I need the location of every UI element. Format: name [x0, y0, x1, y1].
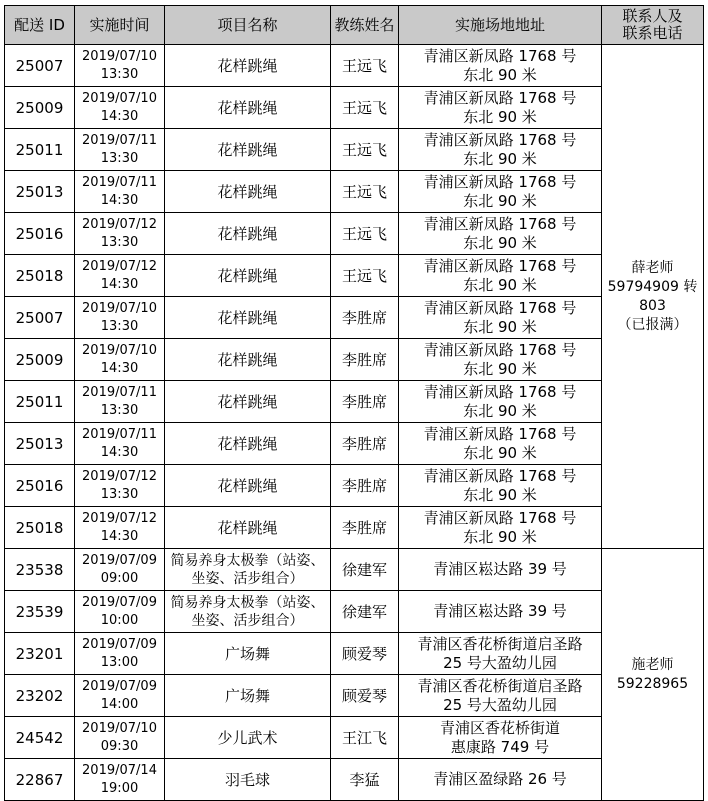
cell-id: 25011 [5, 129, 75, 171]
time-date: 2019/07/11 [82, 426, 157, 442]
cell-time [75, 423, 165, 465]
cell-id: 25007 [5, 297, 75, 339]
time-date: 2019/07/11 [82, 132, 157, 148]
cell-address: 青浦区新凤路 1768 号 东北 90 米 [399, 465, 602, 507]
cell-time [75, 213, 165, 255]
cell-project: 花样跳绳 [165, 213, 331, 255]
cell-id: 25013 [5, 171, 75, 213]
cell-time [75, 507, 165, 549]
header-coach: 教练姓名 [331, 6, 399, 45]
cell-address: 青浦区新凤路 1768 号 东北 90 米 [399, 171, 602, 213]
cell-coach: 徐建军 [331, 591, 399, 633]
table-row [5, 591, 704, 633]
cell-project: 花样跳绳 [165, 129, 331, 171]
table-row [5, 717, 704, 759]
cell-id: 25018 [5, 255, 75, 297]
cell-address: 青浦区新凤路 1768 号 东北 90 米 [399, 297, 602, 339]
cell-id: 25007 [5, 45, 75, 87]
time-clock: 13:30 [100, 402, 139, 418]
cell-address: 青浦区新凤路 1768 号 东北 90 米 [399, 45, 602, 87]
cell-coach: 李猛 [331, 759, 399, 801]
cell-id: 25018 [5, 507, 75, 549]
time-clock: 14:30 [100, 108, 139, 124]
time-date: 2019/07/09 [82, 636, 157, 652]
table-row [5, 171, 704, 213]
cell-time [75, 45, 165, 87]
time-date: 2019/07/09 [82, 552, 157, 568]
time-date: 2019/07/11 [82, 174, 157, 190]
cell-project: 广场舞 [165, 675, 331, 717]
cell-time [75, 675, 165, 717]
cell-time [75, 465, 165, 507]
time-date: 2019/07/12 [82, 468, 157, 484]
cell-time [75, 129, 165, 171]
schedule-table [4, 5, 704, 801]
cell-time [75, 381, 165, 423]
cell-coach: 徐建军 [331, 549, 399, 591]
cell-project: 少儿武术 [165, 717, 331, 759]
table-row [5, 507, 704, 549]
cell-time [75, 633, 165, 675]
cell-id: 25016 [5, 465, 75, 507]
cell-contact: 施老师 59228965 [602, 549, 704, 801]
time-date: 2019/07/10 [82, 90, 157, 106]
table-row [5, 45, 704, 87]
time-date: 2019/07/12 [82, 510, 157, 526]
cell-id: 23538 [5, 549, 75, 591]
time-date: 2019/07/10 [82, 342, 157, 358]
time-clock: 10:00 [100, 612, 139, 628]
cell-project: 简易养身太极拳（站姿、 坐姿、活步组合） [165, 591, 331, 633]
cut-off-text-bottom [0, 794, 708, 798]
cell-coach: 李胜席 [331, 339, 399, 381]
cell-coach: 王远飞 [331, 45, 399, 87]
time-clock: 14:30 [100, 192, 139, 208]
cell-id: 25013 [5, 423, 75, 465]
cell-id: 23201 [5, 633, 75, 675]
cell-id: 25016 [5, 213, 75, 255]
cell-coach: 李胜席 [331, 297, 399, 339]
cell-project: 花样跳绳 [165, 339, 331, 381]
cell-time [75, 549, 165, 591]
cell-address: 青浦区新凤路 1768 号 东北 90 米 [399, 255, 602, 297]
time-date: 2019/07/12 [82, 216, 157, 232]
time-clock: 13:30 [100, 318, 139, 334]
cell-project: 广场舞 [165, 633, 331, 675]
time-clock: 13:30 [100, 486, 139, 502]
cell-time [75, 339, 165, 381]
cell-address: 青浦区新凤路 1768 号 东北 90 米 [399, 381, 602, 423]
cell-coach: 李胜席 [331, 381, 399, 423]
cell-time [75, 717, 165, 759]
cell-coach: 李胜席 [331, 507, 399, 549]
time-clock: 09:00 [100, 570, 139, 586]
time-date: 2019/07/14 [82, 762, 157, 778]
cell-time [75, 171, 165, 213]
table-row [5, 675, 704, 717]
cell-address: 青浦区香花桥街道 惠康路 749 号 [399, 717, 602, 759]
cell-address: 青浦区崧达路 39 号 [399, 549, 602, 591]
cell-address: 青浦区新凤路 1768 号 东北 90 米 [399, 129, 602, 171]
cell-coach: 李胜席 [331, 423, 399, 465]
time-date: 2019/07/12 [82, 258, 157, 274]
cell-coach: 王远飞 [331, 171, 399, 213]
time-clock: 19:00 [100, 780, 139, 796]
cell-time [75, 297, 165, 339]
table-row [5, 633, 704, 675]
cell-address: 青浦区香花桥街道启圣路 25 号大盈幼儿园 [399, 675, 602, 717]
table-row [5, 87, 704, 129]
time-date: 2019/07/10 [82, 300, 157, 316]
table-row [5, 465, 704, 507]
time-clock: 14:30 [100, 528, 139, 544]
cell-coach: 顾爱琴 [331, 633, 399, 675]
cell-coach: 李胜席 [331, 465, 399, 507]
time-clock: 09:30 [100, 738, 139, 754]
header-address: 实施场地地址 [399, 6, 602, 45]
cell-project: 花样跳绳 [165, 297, 331, 339]
cell-time [75, 255, 165, 297]
header-id: 配送 ID [5, 6, 75, 45]
cell-id: 25011 [5, 381, 75, 423]
cell-project: 花样跳绳 [165, 171, 331, 213]
cell-address: 青浦区香花桥街道启圣路 25 号大盈幼儿园 [399, 633, 602, 675]
cell-address: 青浦区新凤路 1768 号 东北 90 米 [399, 507, 602, 549]
cell-project: 简易养身太极拳（站姿、 坐姿、活步组合） [165, 549, 331, 591]
time-clock: 13:30 [100, 150, 139, 166]
table-row [5, 339, 704, 381]
cell-address: 青浦区新凤路 1768 号 东北 90 米 [399, 423, 602, 465]
cell-id: 22867 [5, 759, 75, 801]
cell-address: 青浦区崧达路 39 号 [399, 591, 602, 633]
table-row [5, 423, 704, 465]
cell-project: 花样跳绳 [165, 381, 331, 423]
cell-address: 青浦区新凤路 1768 号 东北 90 米 [399, 213, 602, 255]
cell-coach: 王远飞 [331, 129, 399, 171]
table-row [5, 213, 704, 255]
cell-contact: 薛老师 59794909 转 803 （已报满） [602, 45, 704, 549]
cell-coach: 王远飞 [331, 255, 399, 297]
time-date: 2019/07/09 [82, 678, 157, 694]
cell-time [75, 87, 165, 129]
table-row [5, 381, 704, 423]
cell-project: 花样跳绳 [165, 45, 331, 87]
time-clock: 13:30 [100, 66, 139, 82]
time-clock: 14:30 [100, 360, 139, 376]
cell-id: 23202 [5, 675, 75, 717]
cell-coach: 王远飞 [331, 87, 399, 129]
table-row [5, 549, 704, 591]
header-time: 实施时间 [75, 6, 165, 45]
cell-time [75, 591, 165, 633]
cell-project: 花样跳绳 [165, 465, 331, 507]
time-date: 2019/07/10 [82, 720, 157, 736]
time-clock: 14:00 [100, 696, 139, 712]
cell-coach: 王江飞 [331, 717, 399, 759]
cell-coach: 顾爱琴 [331, 675, 399, 717]
table-row [5, 129, 704, 171]
cell-project: 花样跳绳 [165, 507, 331, 549]
cell-id: 25009 [5, 87, 75, 129]
cell-coach: 王远飞 [331, 213, 399, 255]
cell-project: 花样跳绳 [165, 87, 331, 129]
cell-project: 花样跳绳 [165, 255, 331, 297]
table-row [5, 255, 704, 297]
time-clock: 14:30 [100, 444, 139, 460]
header-project: 项目名称 [165, 6, 331, 45]
time-date: 2019/07/10 [82, 48, 157, 64]
header-contact: 联系人及 联系电话 [602, 6, 704, 45]
cell-id: 23539 [5, 591, 75, 633]
table-row [5, 297, 704, 339]
cell-id: 25009 [5, 339, 75, 381]
cell-project: 羽毛球 [165, 759, 331, 801]
time-date: 2019/07/09 [82, 594, 157, 610]
header-row [5, 6, 704, 45]
time-clock: 14:30 [100, 276, 139, 292]
time-clock: 13:00 [100, 654, 139, 670]
time-date: 2019/07/11 [82, 384, 157, 400]
cell-address: 青浦区新凤路 1768 号 东北 90 米 [399, 87, 602, 129]
cell-project: 花样跳绳 [165, 423, 331, 465]
cell-id: 24542 [5, 717, 75, 759]
cell-address: 青浦区新凤路 1768 号 东北 90 米 [399, 339, 602, 381]
cell-address: 青浦区盈绿路 26 号 [399, 759, 602, 801]
time-clock: 13:30 [100, 234, 139, 250]
